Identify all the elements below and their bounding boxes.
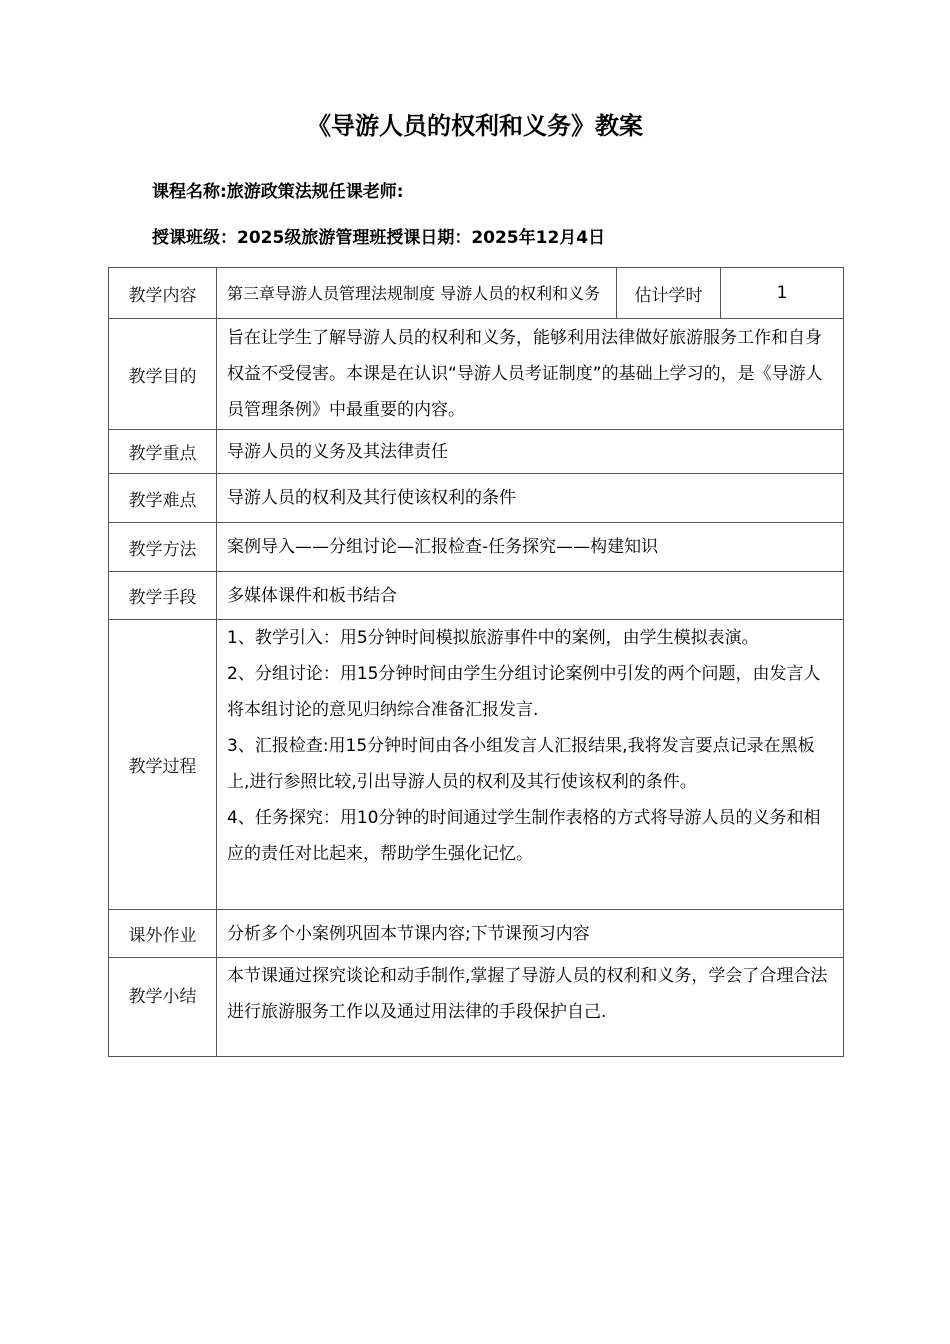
- row-difficulty: [109, 474, 844, 523]
- process-value: [217, 620, 844, 910]
- goal-label: 教学目的: [109, 319, 217, 430]
- process-item: 3、汇报检查:用15分钟时间由各小组发言人汇报结果,我将发言要点记录在黑板上,进行参照比较,引出导游人员的权利及其行使该权利的条件。: [227, 736, 815, 792]
- row-means: [109, 572, 844, 620]
- row-key: [109, 430, 844, 474]
- means-value: 多媒体课件和板书结合: [217, 572, 844, 620]
- course-info-line: 课程名称:旅游政策法规任课老师:: [152, 182, 404, 202]
- row-method: [109, 523, 844, 572]
- summary-value: 本节课通过探究谈论和动手制作,掌握了导游人员的权利和义务，学会了合理合法进行旅游服务工作以及通过用法律的手段保护自己.: [217, 958, 844, 1057]
- process-item: 4、任务探究：用10分钟的时间通过学生制作表格的方式将导游人员的义务和相应的责任对比起来，帮助学生强化记忆。: [227, 808, 821, 864]
- process-item: 1、教学引入：用5分钟时间模拟旅游事件中的案例，由学生模拟表演。: [227, 628, 759, 648]
- homework-label: 课外作业: [109, 910, 217, 958]
- method-label: 教学方法: [109, 523, 217, 572]
- key-value: 导游人员的义务及其法律责任: [217, 430, 844, 474]
- class-date-line: 授课班级：2025级旅游管理班授课日期：2025年12月4日: [152, 228, 606, 248]
- method-value: 案例导入——分组讨论—汇报检查-任务探究——构建知识: [217, 523, 844, 572]
- means-label: 教学手段: [109, 572, 217, 620]
- difficulty-label: 教学难点: [109, 474, 217, 523]
- process-label: 教学过程: [109, 620, 217, 910]
- homework-value: 分析多个小案例巩固本节课内容;下节课预习内容: [217, 910, 844, 958]
- row-process: [109, 620, 844, 910]
- hours-value: 1: [721, 268, 844, 319]
- row-summary: [109, 958, 844, 1057]
- goal-value: 旨在让学生了解导游人员的权利和义务，能够利用法律做好旅游服务工作和自身权益不受侵害。本课是在认识“导游人员考证制度”的基础上学习的，是《导游人员管理条例》中最重要的内容。: [217, 319, 844, 430]
- row-content: [109, 268, 844, 319]
- document-title: 《导游人员的权利和义务》教案: [307, 112, 643, 140]
- summary-label: 教学小结: [109, 958, 217, 1057]
- difficulty-value: 导游人员的权利及其行使该权利的条件: [217, 474, 844, 523]
- key-label: 教学重点: [109, 430, 217, 474]
- content-value: 第三章导游人员管理法规制度 导游人员的权利和义务: [217, 268, 617, 319]
- process-item: 2、分组讨论：用15分钟时间由学生分组讨论案例中引发的两个问题，由发言人将本组讨论的意见归纳综合准备汇报发言.: [227, 664, 821, 720]
- hours-label: 估计学时: [617, 268, 721, 319]
- lesson-plan-table: [108, 267, 844, 1057]
- content-label: 教学内容: [109, 268, 217, 319]
- row-goal: [109, 319, 844, 430]
- row-homework: [109, 910, 844, 958]
